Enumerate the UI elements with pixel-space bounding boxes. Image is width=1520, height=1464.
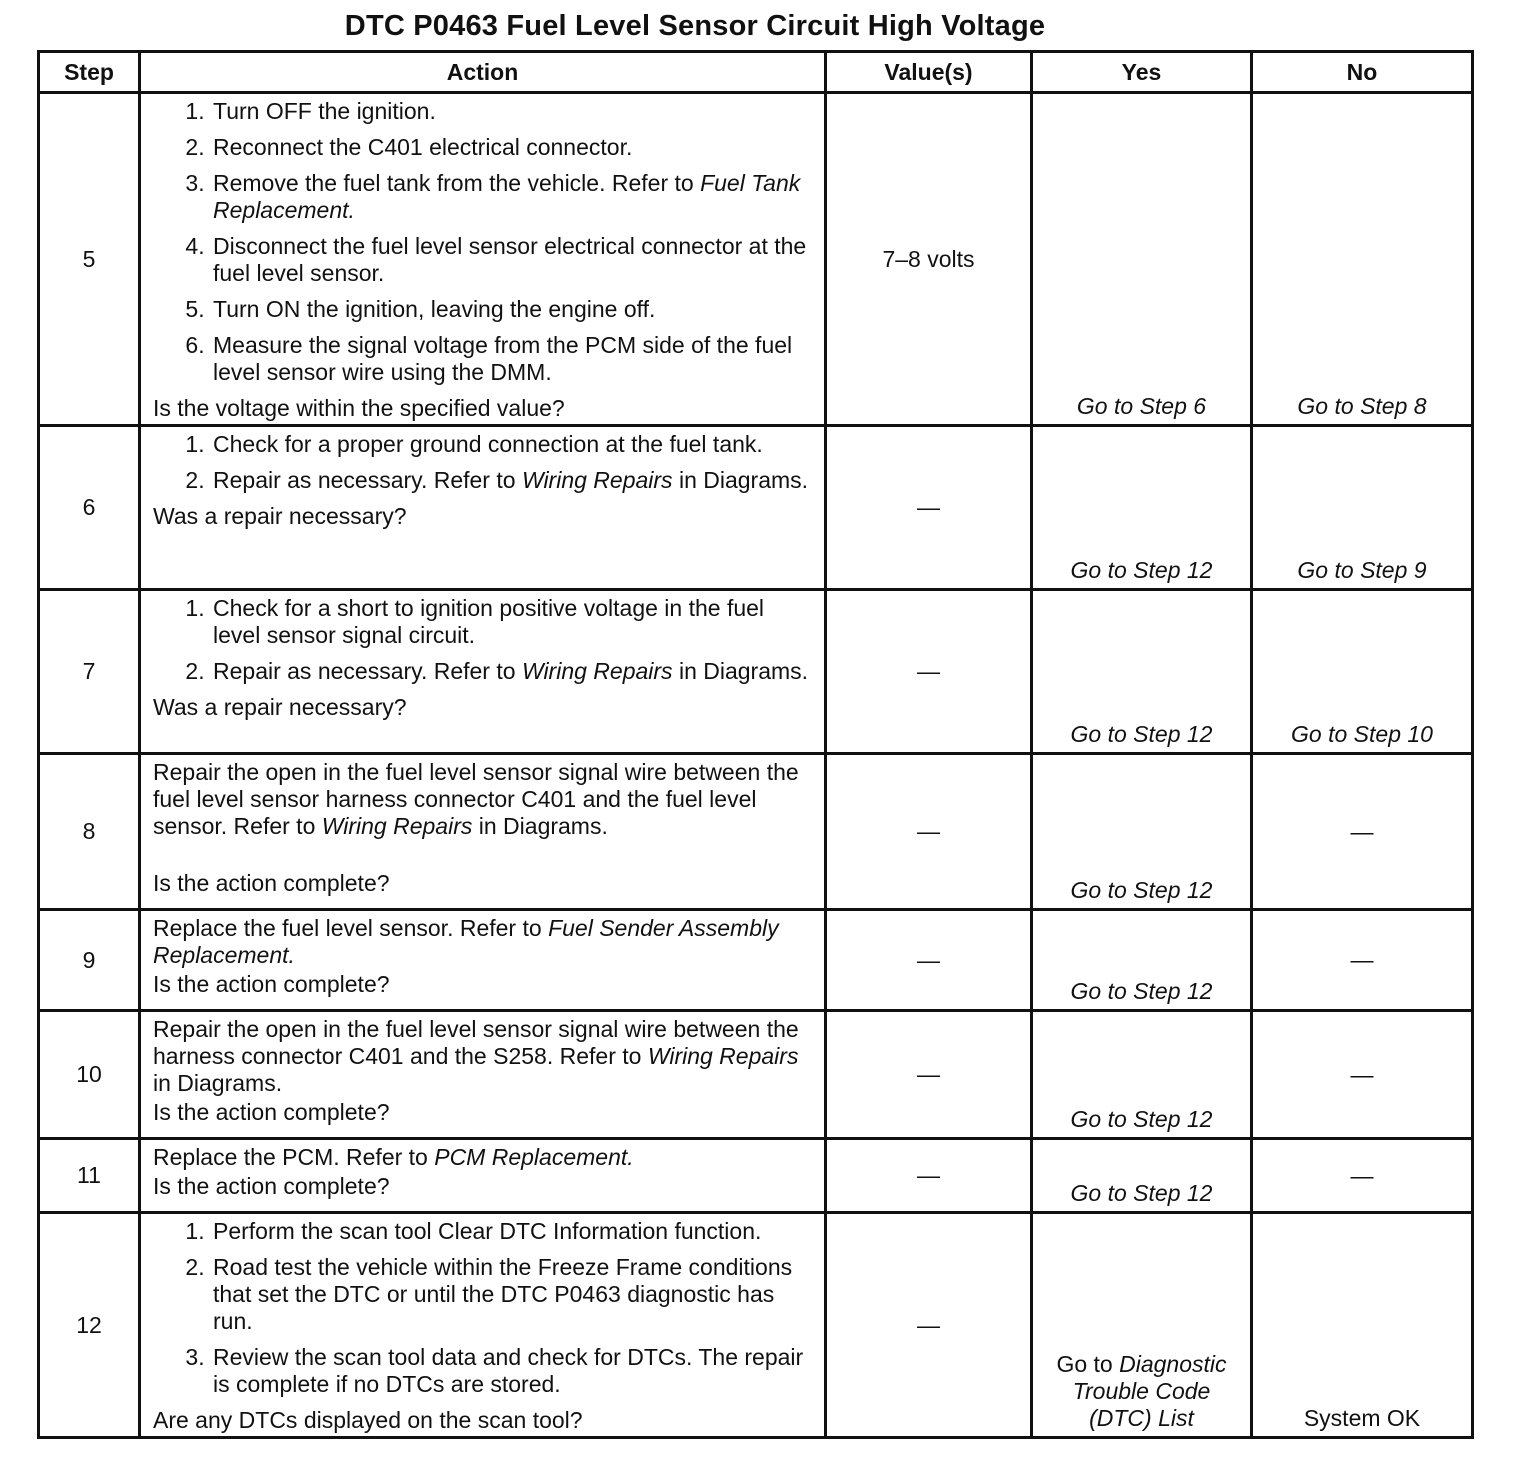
header-step: Step bbox=[39, 52, 140, 93]
value-cell: — bbox=[826, 1213, 1032, 1438]
action-cell bbox=[140, 93, 826, 426]
table-row bbox=[39, 1139, 1473, 1213]
list-item: 5. Turn ON the ignition, leaving the engine off. bbox=[211, 296, 814, 323]
header-row bbox=[39, 52, 1473, 93]
no-cell bbox=[1252, 1139, 1473, 1213]
action-question: Is the action complete? bbox=[153, 1173, 390, 1199]
list-item: 1. Perform the scan tool Clear DTC Information function. bbox=[211, 1218, 814, 1245]
yes-cell bbox=[1032, 754, 1252, 910]
no-cell bbox=[1252, 910, 1473, 1011]
no-result: — bbox=[1350, 818, 1374, 844]
header-action: Action bbox=[140, 52, 826, 93]
header-values: Value(s) bbox=[826, 52, 1032, 93]
value-cell: — bbox=[826, 910, 1032, 1011]
table-row bbox=[39, 754, 1473, 910]
action-steps bbox=[153, 98, 814, 386]
step-number: 5 bbox=[39, 93, 140, 426]
action-steps bbox=[153, 431, 814, 494]
action-steps bbox=[153, 595, 814, 685]
list-item: 2. Repair as necessary. Refer to Wiring Repairs in Diagrams. bbox=[211, 658, 814, 685]
reference-link: Wiring Repairs bbox=[521, 467, 673, 493]
list-item: 3. Review the scan tool data and check for DTCs. The repair is complete if no DTCs are stored. bbox=[211, 1344, 814, 1398]
no-result: — bbox=[1350, 1162, 1374, 1188]
action-question: Is the action complete? bbox=[153, 870, 390, 896]
yes-result: Go to Step 12 bbox=[1070, 721, 1213, 747]
reference-link: Wiring Repairs bbox=[647, 1043, 799, 1069]
yes-cell bbox=[1032, 590, 1252, 754]
reference-link: Wiring Repairs bbox=[321, 813, 473, 839]
value-cell: 7–8 volts bbox=[826, 93, 1032, 426]
step-number: 10 bbox=[39, 1011, 140, 1139]
no-cell bbox=[1252, 93, 1473, 426]
diagnostic-table bbox=[37, 50, 1474, 1439]
list-item: 1. Turn OFF the ignition. bbox=[211, 98, 814, 125]
step-number: 8 bbox=[39, 754, 140, 910]
table-row bbox=[39, 590, 1473, 754]
action-text: Replace the PCM. Refer to PCM Replacement. bbox=[153, 1144, 634, 1170]
header-no: No bbox=[1252, 52, 1473, 93]
no-result: Go to Step 10 bbox=[1291, 721, 1433, 747]
action-cell bbox=[140, 590, 826, 754]
action-cell bbox=[140, 1139, 826, 1213]
value-cell: — bbox=[826, 754, 1032, 910]
action-text: Repair the open in the fuel level sensor signal wire between the fuel level sensor harness connector C401 and the fuel level sensor. Refer to Wiring Repairs in Diagrams. bbox=[153, 759, 799, 839]
table-row bbox=[39, 910, 1473, 1011]
no-result: System OK bbox=[1303, 1405, 1421, 1431]
action-cell bbox=[140, 1213, 826, 1438]
step-number: 12 bbox=[39, 1213, 140, 1438]
table-row bbox=[39, 426, 1473, 590]
no-cell bbox=[1252, 426, 1473, 590]
page-title: DTC P0463 Fuel Level Sensor Circuit High Voltage bbox=[344, 10, 1046, 42]
yes-result: Go to Step 12 bbox=[1070, 978, 1213, 1004]
no-cell bbox=[1252, 590, 1473, 754]
action-question: Was a repair necessary? bbox=[153, 694, 407, 720]
reference-link: Fuel Sender Assembly Replacement. bbox=[153, 915, 779, 968]
header-yes: Yes bbox=[1032, 52, 1252, 93]
action-cell bbox=[140, 910, 826, 1011]
yes-result: Go to Step 12 bbox=[1070, 1106, 1213, 1132]
reference-link: Wiring Repairs bbox=[521, 658, 673, 684]
value-cell: — bbox=[826, 590, 1032, 754]
action-cell bbox=[140, 1011, 826, 1139]
action-question: Is the action complete? bbox=[153, 1099, 390, 1125]
value-cell: — bbox=[826, 1011, 1032, 1139]
yes-result: Go to Step 12 bbox=[1070, 1180, 1213, 1206]
yes-result: Go to Step 12 bbox=[1070, 877, 1213, 903]
yes-cell bbox=[1032, 426, 1252, 590]
list-item: 4. Disconnect the fuel level sensor electrical connector at the fuel level sensor. bbox=[211, 233, 814, 287]
table-row bbox=[39, 1011, 1473, 1139]
value-cell: — bbox=[826, 426, 1032, 590]
reference-link: PCM Replacement. bbox=[434, 1144, 634, 1170]
step-number: 6 bbox=[39, 426, 140, 590]
value-cell: — bbox=[826, 1139, 1032, 1213]
table-row bbox=[39, 93, 1473, 426]
action-question: Is the voltage within the specified value? bbox=[153, 395, 565, 421]
list-item: 6. Measure the signal voltage from the PCM side of the fuel level sensor wire using the DMM. bbox=[211, 332, 814, 386]
yes-cell bbox=[1032, 1139, 1252, 1213]
action-text: Replace the fuel level sensor. Refer to Fuel Sender Assembly Replacement. bbox=[153, 915, 779, 968]
yes-result: Go to Step 6 bbox=[1076, 393, 1207, 419]
action-question: Was a repair necessary? bbox=[153, 503, 407, 529]
action-question: Are any DTCs displayed on the scan tool? bbox=[153, 1407, 583, 1433]
list-item: 3. Remove the fuel tank from the vehicle. Refer to Fuel Tank Replacement. bbox=[211, 170, 814, 224]
no-cell bbox=[1252, 1011, 1473, 1139]
list-item: 1. Check for a proper ground connection at the fuel tank. bbox=[211, 431, 814, 458]
step-number: 9 bbox=[39, 910, 140, 1011]
yes-cell bbox=[1032, 93, 1252, 426]
yes-cell bbox=[1032, 910, 1252, 1011]
no-result: — bbox=[1350, 1061, 1374, 1087]
yes-cell bbox=[1032, 1213, 1252, 1438]
yes-result: Go to Diagnostic Trouble Code (DTC) List bbox=[1056, 1351, 1227, 1431]
list-item: 2. Reconnect the C401 electrical connector. bbox=[211, 134, 814, 161]
no-result: Go to Step 9 bbox=[1297, 557, 1427, 583]
action-cell bbox=[140, 426, 826, 590]
no-cell bbox=[1252, 1213, 1473, 1438]
reference-link: Diagnostic Trouble Code (DTC) List bbox=[1072, 1351, 1227, 1431]
action-text: Repair the open in the fuel level sensor signal wire between the harness connector C401 and the S258. Refer to Wiring Repairs in Diagrams. bbox=[153, 1016, 799, 1096]
no-result: Go to Step 8 bbox=[1297, 393, 1427, 419]
step-number: 7 bbox=[39, 590, 140, 754]
yes-cell bbox=[1032, 1011, 1252, 1139]
list-item: 2. Road test the vehicle within the Freeze Frame conditions that set the DTC or until the DTC P0463 diagnostic has run. bbox=[211, 1254, 814, 1335]
action-cell bbox=[140, 754, 826, 910]
no-result: — bbox=[1350, 946, 1374, 973]
no-cell bbox=[1252, 754, 1473, 910]
action-steps bbox=[153, 1218, 814, 1398]
yes-result: Go to Step 12 bbox=[1070, 557, 1213, 583]
list-item: 1. Check for a short to ignition positive voltage in the fuel level sensor signal circuit. bbox=[211, 595, 814, 649]
reference-link: Fuel Tank Replacement. bbox=[213, 170, 801, 223]
table-row bbox=[39, 1213, 1473, 1438]
step-number: 11 bbox=[39, 1139, 140, 1213]
action-question: Is the action complete? bbox=[153, 971, 390, 997]
list-item: 2. Repair as necessary. Refer to Wiring Repairs in Diagrams. bbox=[211, 467, 814, 494]
